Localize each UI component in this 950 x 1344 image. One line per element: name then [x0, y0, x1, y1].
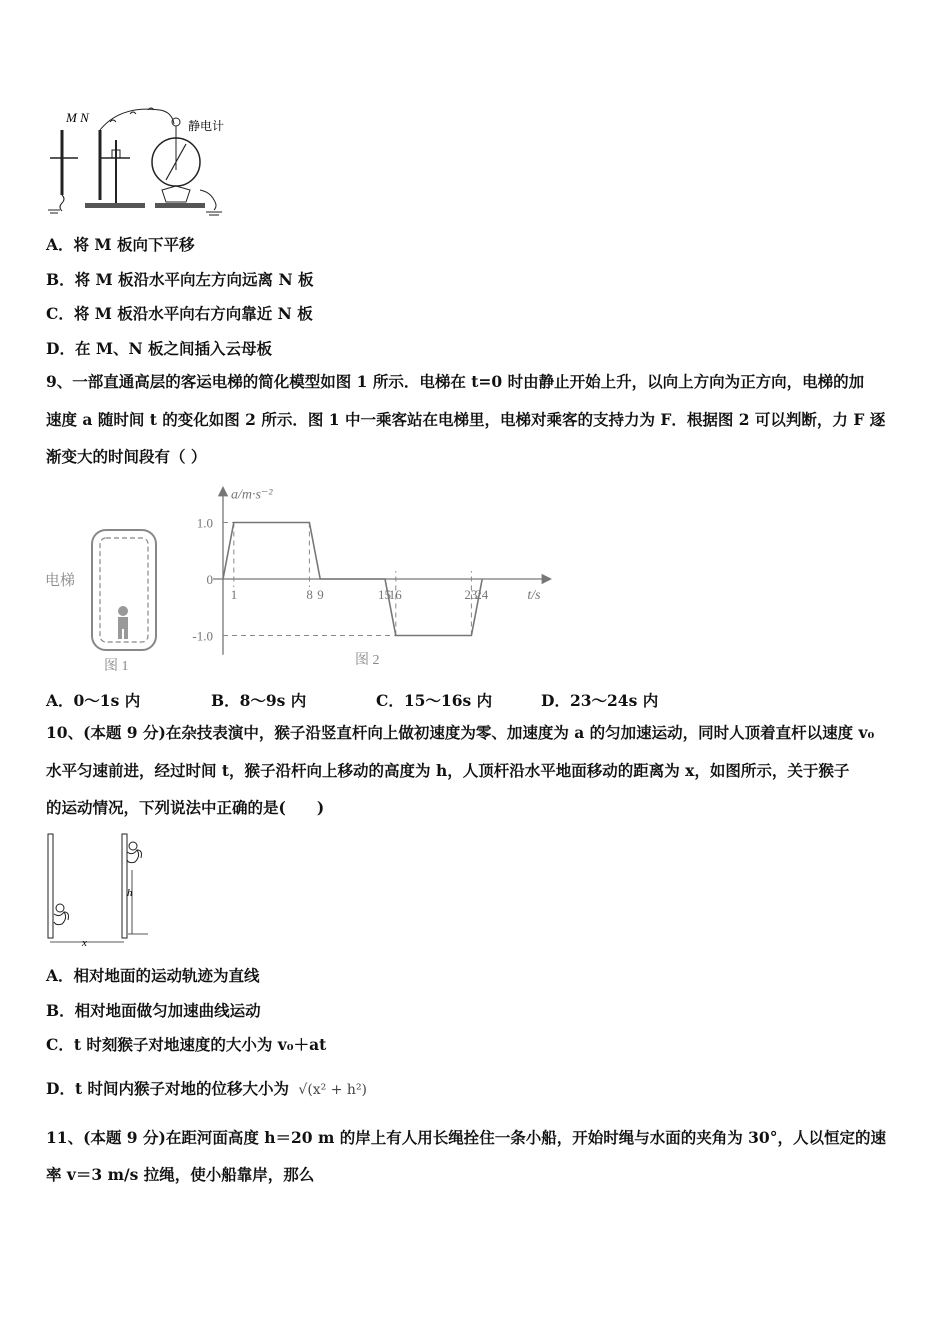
- passenger-icon: [118, 606, 128, 639]
- chart-title: 图 2: [355, 653, 380, 668]
- q10-option-a: A．相对地面的运动轨迹为直线: [46, 966, 260, 985]
- q8-option-b: B．将 M 板沿水平向左方向远离 N 板: [46, 270, 314, 289]
- q11-line-2: 率 v＝3 m/s 拉绳，使小船靠岸，那么: [46, 1165, 315, 1184]
- x-tick-label: 16: [388, 587, 402, 602]
- q10-option-d-text: D．t 时间内猴子对地的位移大小为: [46, 1079, 289, 1098]
- q8-option-d: D．在 M、N 板之间插入云母板: [46, 339, 273, 358]
- y-tick-label: -1.0: [192, 628, 213, 644]
- x-tick-label: 24: [475, 587, 489, 602]
- q9-option-c: C．15～16s 内: [376, 691, 493, 710]
- q9-line-2: 速度 a 随时间 t 的变化如图 2 所示．图 1 中一乘客站在电梯里，电梯对乘客的支持力为 F．根据图 2 可以判断，力 F 逐: [46, 410, 886, 429]
- meter-label: 静电计: [188, 119, 225, 133]
- q10-option-b: B．相对地面做匀加速曲线运动: [46, 1001, 261, 1020]
- y-axis-label: a/m·s⁻²: [231, 487, 273, 503]
- x-tick-label: 23: [464, 587, 478, 602]
- x-tick-label: 9: [317, 587, 324, 602]
- monkey-icon-top: [127, 842, 142, 863]
- mn-label: M N: [66, 110, 89, 125]
- x-axis-label: t/s: [527, 588, 541, 603]
- x-tick-label: 8: [306, 587, 313, 602]
- x-tick-label: 15: [378, 587, 391, 602]
- q9-options: [46, 689, 706, 711]
- q9-line-3: 渐变大的时间段有（ ）: [46, 447, 207, 466]
- q10-line-2: 水平匀速前进，经过时间 t，猴子沿杆向上移动的高度为 h，人顶杆沿水平地面移动的距离为 x，如图所示，关于猴子: [46, 761, 850, 780]
- x-tick-label: 1: [230, 587, 238, 602]
- q10-option-c: C．t 时刻猴子对地速度的大小为 v₀＋at: [46, 1035, 327, 1054]
- acceleration-time-chart: [185, 478, 570, 678]
- electroscope-figure: [40, 100, 240, 218]
- y-tick-label: 1.0: [196, 515, 213, 531]
- q9-option-a: A．0～1s 内: [46, 691, 141, 710]
- h-label: h: [127, 887, 133, 899]
- q9-option-b: B．8～9s 内: [211, 691, 307, 710]
- elevator-label: 电梯: [45, 573, 76, 589]
- q10-option-d: [46, 1078, 367, 1101]
- q9-option-d: D．23～24s 内: [541, 691, 659, 710]
- q8-option-c: C．将 M 板沿水平向右方向靠近 N 板: [46, 304, 313, 323]
- q8-option-a: A．将 M 板向下平移: [46, 235, 195, 254]
- q10-line-1: 10、(本题 9 分)在杂技表演中，猴子沿竖直杆向上做初速度为零、加速度为 a 的匀加速运动，同时人顶着直杆以速度 v₀: [46, 723, 875, 742]
- q9-line-1: 9、一部直通高层的客运电梯的简化模型如图 1 所示．电梯在 t=0 时由静止开始上升，以向上方向为正方向，电梯的加: [46, 372, 865, 391]
- q10-formula: √(x² + h²): [298, 1082, 368, 1098]
- q11-line-1: 11、(本题 9 分)在距河面高度 h＝20 m 的岸上有人用长绳拴住一条小船，开始时绳与水面的夹角为 30°，人以恒定的速: [46, 1128, 886, 1147]
- fig1-caption: 图 1: [104, 659, 129, 674]
- elevator-figure: [40, 525, 180, 675]
- y-tick-label: 0: [206, 572, 213, 587]
- monkey-pole-figure: [40, 830, 160, 950]
- monkey-icon: [54, 904, 69, 925]
- q10-line-3: 的运动情况，下列说法中正确的是( ): [46, 798, 325, 817]
- x-label: x: [82, 937, 87, 949]
